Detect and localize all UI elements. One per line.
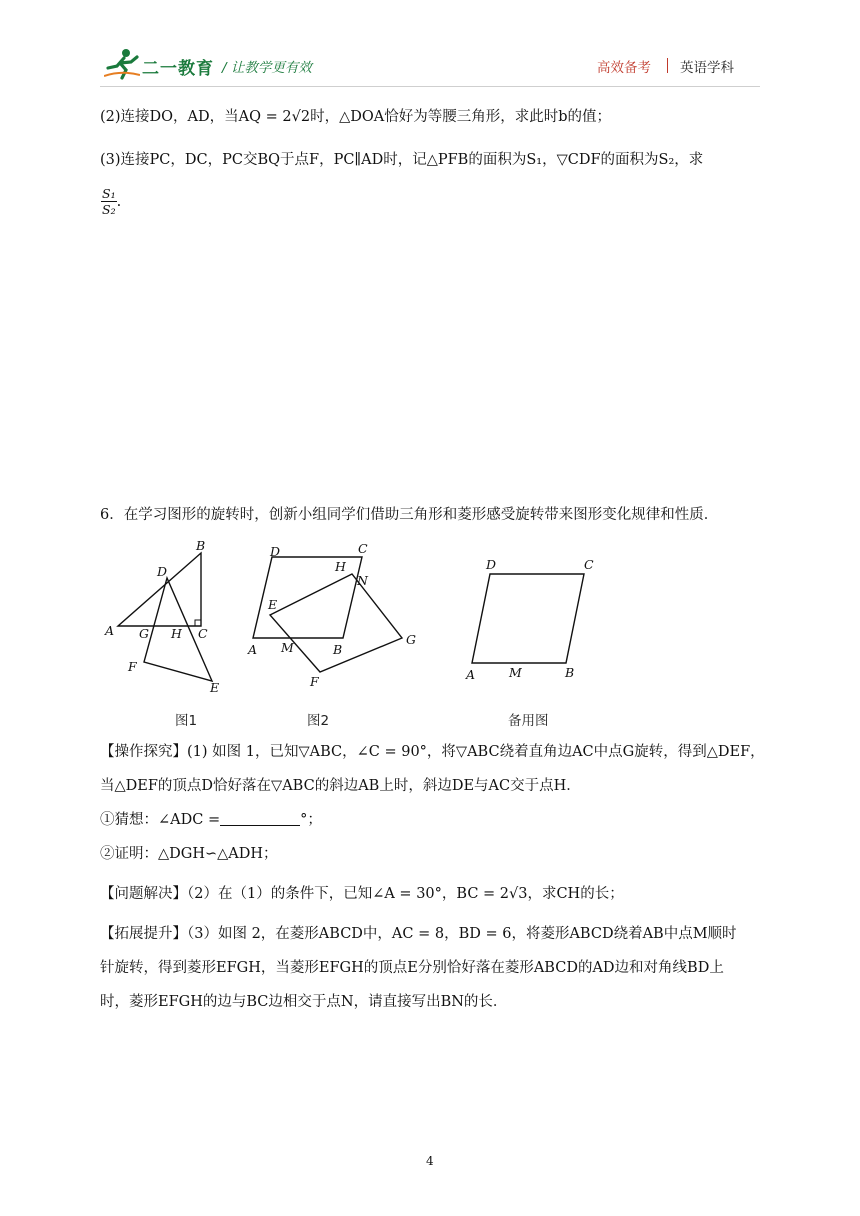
fig2-label-c: C bbox=[358, 541, 368, 556]
q6-proof: ②证明：△DGH∽△ADH； bbox=[100, 846, 278, 862]
q6-extend-line1: 【拓展提升】（3）如图 2，在菱形ABCD中，AC = 8，BD = 6，将菱形ABCD绕着AB中点M顺时 bbox=[100, 926, 737, 942]
answer-blank[interactable] bbox=[220, 811, 300, 826]
fig1-label-e: E bbox=[210, 680, 220, 695]
q6-extend-line3: 时，菱形EFGH的边与BC边相交于点N，请直接写出BN的长． bbox=[100, 994, 508, 1010]
q5-part3-fraction bbox=[101, 186, 121, 217]
fig1-label-h: H bbox=[171, 626, 182, 641]
fraction-numerator: S₁ bbox=[102, 186, 116, 201]
fig1-label-a: A bbox=[105, 623, 115, 638]
page-number: 4 bbox=[426, 1154, 434, 1168]
fig3-label-c: C bbox=[584, 557, 594, 572]
fraction-period: . bbox=[116, 194, 122, 210]
header-rule bbox=[100, 86, 760, 87]
figure-2 bbox=[240, 536, 425, 691]
rhombus-efgh bbox=[270, 574, 402, 672]
fraction-denominator: S₂ bbox=[102, 202, 116, 217]
fig1-label-b: B bbox=[196, 538, 206, 553]
logo-text: 二一教育 bbox=[142, 59, 214, 79]
q6-explore-line1: 【操作探究】(1) 如图 1，已知▽ABC，∠C = 90°，将▽ABC绕着直角边AC中点G旋转，得到△DEF， bbox=[100, 744, 765, 760]
q6-solve: 【问题解决】（2）在（1）的条件下，已知∠A = 30°，BC = 2√3，求CH的长； bbox=[100, 886, 624, 902]
fig3-label-m: M bbox=[509, 665, 522, 680]
fig2-label-f: F bbox=[310, 674, 319, 689]
fig2-label-d: D bbox=[270, 544, 281, 559]
header-separator bbox=[667, 58, 668, 73]
fig1-label-c: C bbox=[198, 626, 208, 641]
q6-extend-line2: 针旋转，得到菱形EFGH，当菱形EFGH的顶点E分别恰好落在菱形ABCD的AD边和对角线BD上 bbox=[100, 960, 724, 976]
figure-1 bbox=[100, 536, 230, 696]
fig3-label-a: A bbox=[466, 667, 476, 682]
guess-suffix: °； bbox=[300, 812, 322, 828]
fig2-label-m: M bbox=[281, 640, 294, 655]
fig2-label-a: A bbox=[248, 642, 258, 657]
figure-backup-caption: 备用图 bbox=[508, 713, 549, 729]
fig1-label-g: G bbox=[139, 626, 149, 641]
fig3-label-b: B bbox=[565, 665, 575, 680]
fig3-label-d: D bbox=[486, 557, 497, 572]
q5-part2: (2)连接DO，AD，当AQ = 2√2时，△DOA恰好为等腰三角形，求此时b的值； bbox=[100, 109, 611, 125]
slogan: / 让教学更有效 bbox=[222, 60, 312, 76]
header-right-label: 高效备考 bbox=[597, 60, 651, 76]
fig1-label-f: F bbox=[128, 659, 137, 674]
rhombus-abcd-backup bbox=[472, 574, 584, 663]
fig1-label-d: D bbox=[157, 564, 168, 579]
fraction bbox=[101, 186, 117, 217]
fig2-label-b: B bbox=[333, 642, 343, 657]
q6-guess bbox=[100, 809, 322, 831]
q6-explore-line2: 当△DEF的顶点D恰好落在▽ABC的斜边AB上时，斜边DE与AC交于点H． bbox=[100, 778, 581, 794]
guess-prefix: ①猜想：∠ADC = bbox=[100, 812, 221, 828]
header bbox=[0, 0, 860, 90]
runner-logo-icon bbox=[104, 48, 140, 80]
q5-part3-line1: (3)连接PC，DC，PC交BQ于点F，PC∥AD时，记△PFB的面积为S₁，▽CDF的面积为S₂，求 bbox=[100, 152, 704, 168]
figure-2-caption: 图2 bbox=[307, 713, 330, 729]
fig2-label-n: N bbox=[357, 573, 368, 588]
fig2-label-h: H bbox=[335, 559, 346, 574]
fig2-label-e: E bbox=[268, 597, 278, 612]
figure-1-caption: 图1 bbox=[175, 713, 198, 729]
fig2-label-g: G bbox=[406, 632, 416, 647]
q6-intro: 6．在学习图形的旋转时，创新小组同学们借助三角形和菱形感受旋转带来图形变化规律和性质． bbox=[100, 507, 719, 523]
figure-backup bbox=[460, 552, 600, 687]
header-subject: 英语学科 bbox=[680, 60, 734, 76]
